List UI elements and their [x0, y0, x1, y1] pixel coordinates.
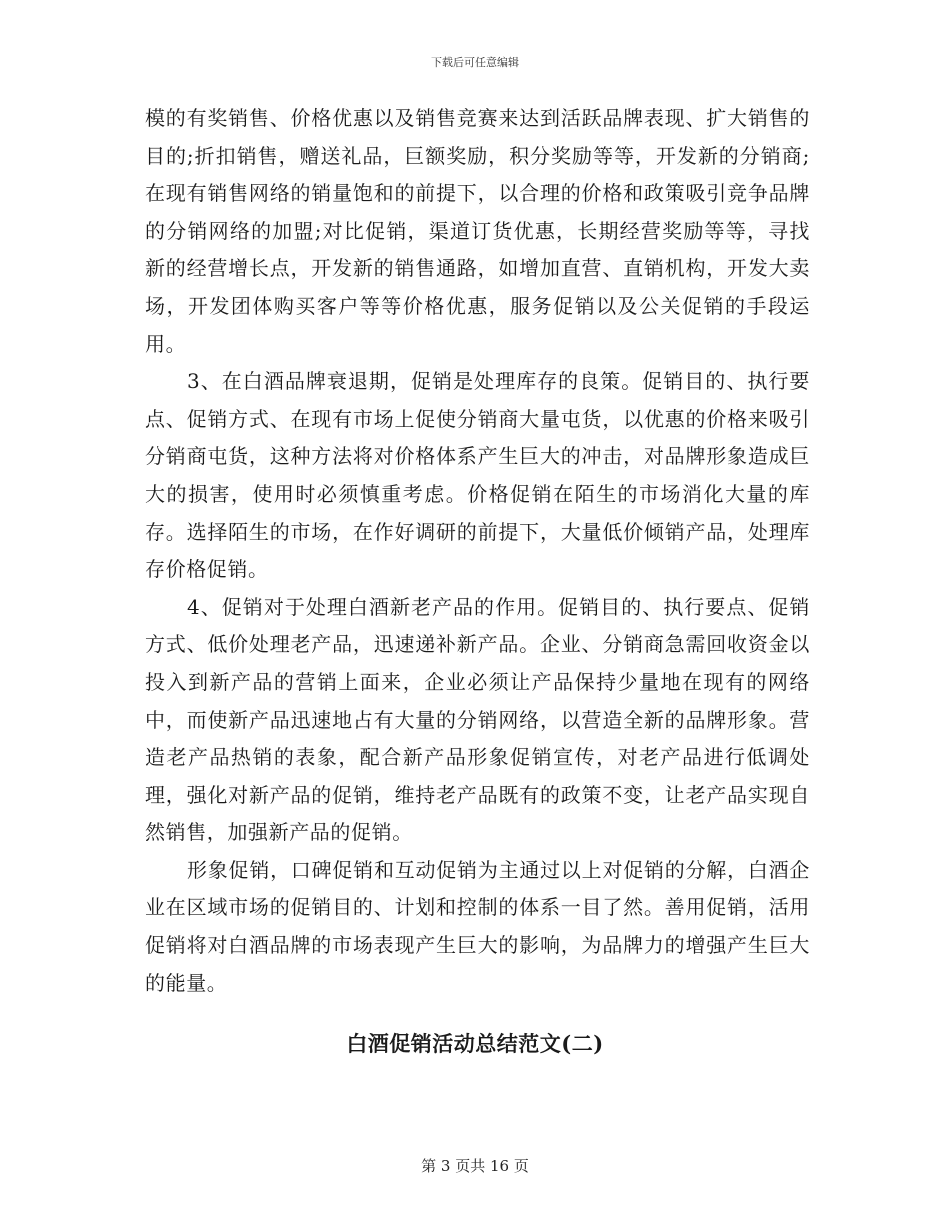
page-number-footer: 第 3 页共 16 页 — [421, 1157, 529, 1175]
paragraph-continuation: 模的有奖销售、价格优惠以及销售竞赛来达到活跃品牌表现、扩大销售的目的;折扣销售，赠送礼品，巨额奖励，积分奖励等等，开发新的分销商;在现有销售网络的销量饱和的前提下，以合理的价格和政策吸引竞争品牌的分销网络的加盟;对比促销，渠道订货优惠，长期经营奖励等等，寻找新的经营增长点，开发新的销售通路，如增加直营、直销机构，开发大卖场，开发团体购买客户等等价格优惠，服务促销以及公关促销的手段运用。 — [145, 106, 810, 356]
document-body — [145, 100, 810, 1002]
paragraph-new-old-products: 4、促销对于处理白酒新老产品的作用。促销目的、执行要点、促销方式、低价处理老产品，迅速递补新产品。企业、分销商急需回收资金以投入到新产品的营销上面来，企业必须让产品保持少量地在现有的网络中，而使新产品迅速地占有大量的分销网络，以营造全新的品牌形象。营造老产品热销的表象，配合新产品形象促销宣传，对老产品进行低调处理，强化对新产品的促销，维持老产品既有的政策不变，让老产品实现自然销售，加强新产品的促销。 — [145, 594, 810, 845]
paragraph-decline-stage: 3、在白酒品牌衰退期，促销是处理库存的良策。促销目的、执行要点、促销方式、在现有市场上促使分销商大量屯货，以优惠的价格来吸引分销商屯货，这种方法将对价格体系产生巨大的冲击，对品牌形象造成巨大的损害，使用时必须慎重考虑。价格促销在陌生的市场消化大量的库存。选择陌生的市场，在作好调研的前提下，大量低价倾销产品，处理库存价格促销。 — [145, 369, 810, 582]
page-header-note: 下载后可任意编辑 — [431, 56, 519, 69]
paragraph-conclusion: 形象促销，口碑促销和互动促销为主通过以上对促销的分解，白酒企业在区域市场的促销目的、计划和控制的体系一目了然。善用促销，活用促销将对白酒品牌的市场表现产生巨大的影响，为品牌力的增强产生巨大的能量。 — [145, 857, 810, 995]
section-title: 白酒促销活动总结范文(二) — [346, 1031, 604, 1056]
